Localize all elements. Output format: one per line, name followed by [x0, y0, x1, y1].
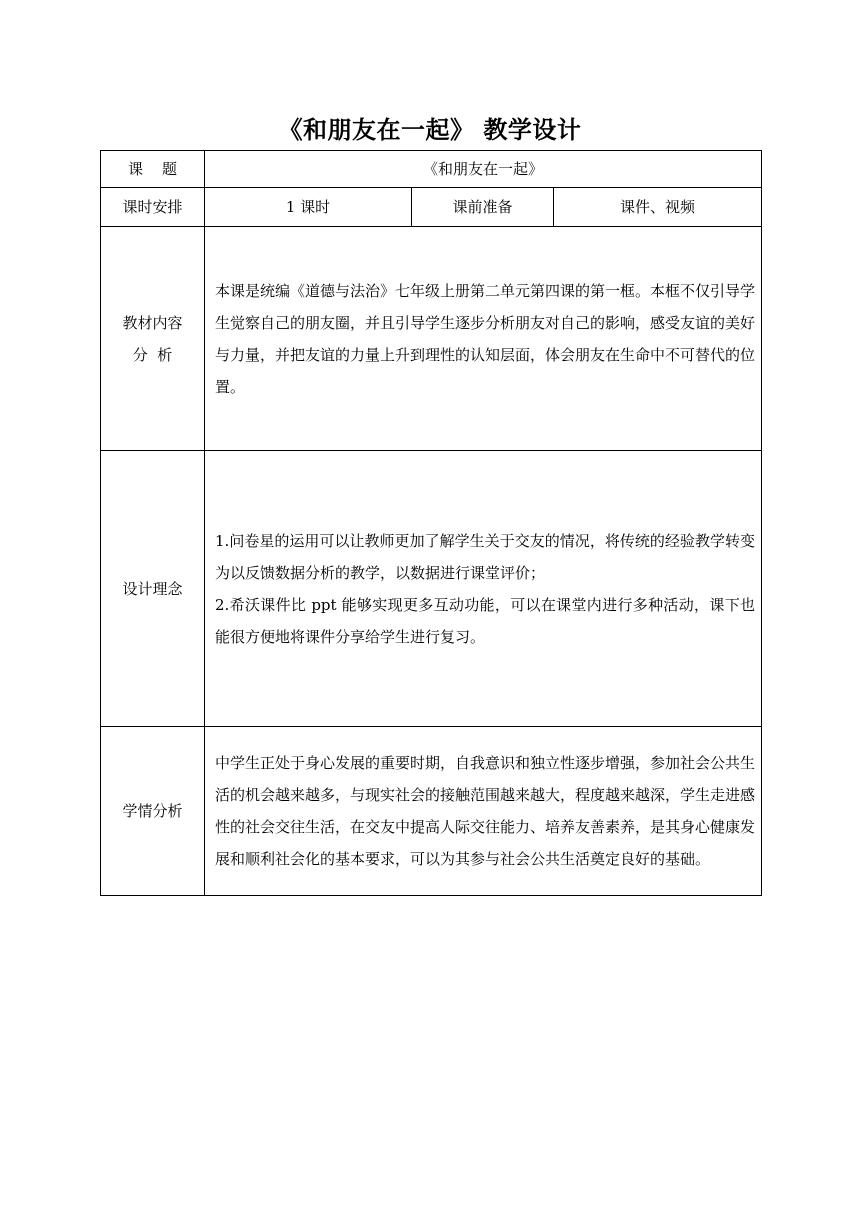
topic-label: 课 题	[101, 151, 205, 188]
prep-value: 课件、视频	[554, 188, 762, 227]
design-concept-cell	[205, 451, 762, 727]
material-analysis-label-line2: 分 析	[132, 345, 173, 364]
row-topic	[101, 151, 762, 188]
design-concept-label: 设计理念	[101, 451, 205, 727]
student-analysis-text: 中学生正处于身心发展的重要时期，自我意识和独立性逐步增强，参加社会公共生活的机会越来越多，与现实社会的接触范围越来越大，程度越来越深，学生走进感性的社会交往生活，在交友中提高人际交往能力、培养友善素养，是其身心健康发展和顺利社会化的基本要求，可以为其参与社会公共生活奠定良好的基础。	[205, 727, 762, 896]
schedule-value: 1 课时	[205, 188, 412, 227]
row-material-analysis	[101, 227, 762, 451]
lesson-plan-table	[100, 150, 762, 896]
topic-value: 《和朋友在一起》	[205, 151, 762, 188]
document-title: 《和朋友在一起》 教学设计	[278, 116, 582, 144]
student-analysis-label: 学情分析	[101, 727, 205, 896]
row-student-analysis	[101, 727, 762, 896]
material-analysis-label	[101, 227, 205, 451]
design-concept-point-1: 1.问卷星的运用可以让教师更加了解学生关于交友的情况，将传统的经验教学转变为以反馈数据分析的教学，以数据进行课堂评价；	[215, 531, 756, 582]
schedule-label: 课时安排	[101, 188, 205, 227]
material-analysis-text: 本课是统编《道德与法治》七年级上册第二单元第四课的第一框。本框不仅引导学生觉察自己的朋友圈，并且引导学生逐步分析朋友对自己的影响，感受友谊的美好与力量，并把友谊的力量上升到理性的认知层面，体会朋友在生命中不可替代的位置。	[205, 227, 762, 451]
row-design-concept	[101, 451, 762, 727]
material-analysis-label-line1: 教材内容	[122, 313, 183, 332]
design-concept-point-2: 2.希沃课件比 ppt 能够实现更多互动功能，可以在课堂内进行多种活动，课下也能很方便地将课件分享给学生进行复习。	[215, 595, 756, 646]
row-schedule	[101, 188, 762, 227]
prep-label: 课前准备	[412, 188, 554, 227]
